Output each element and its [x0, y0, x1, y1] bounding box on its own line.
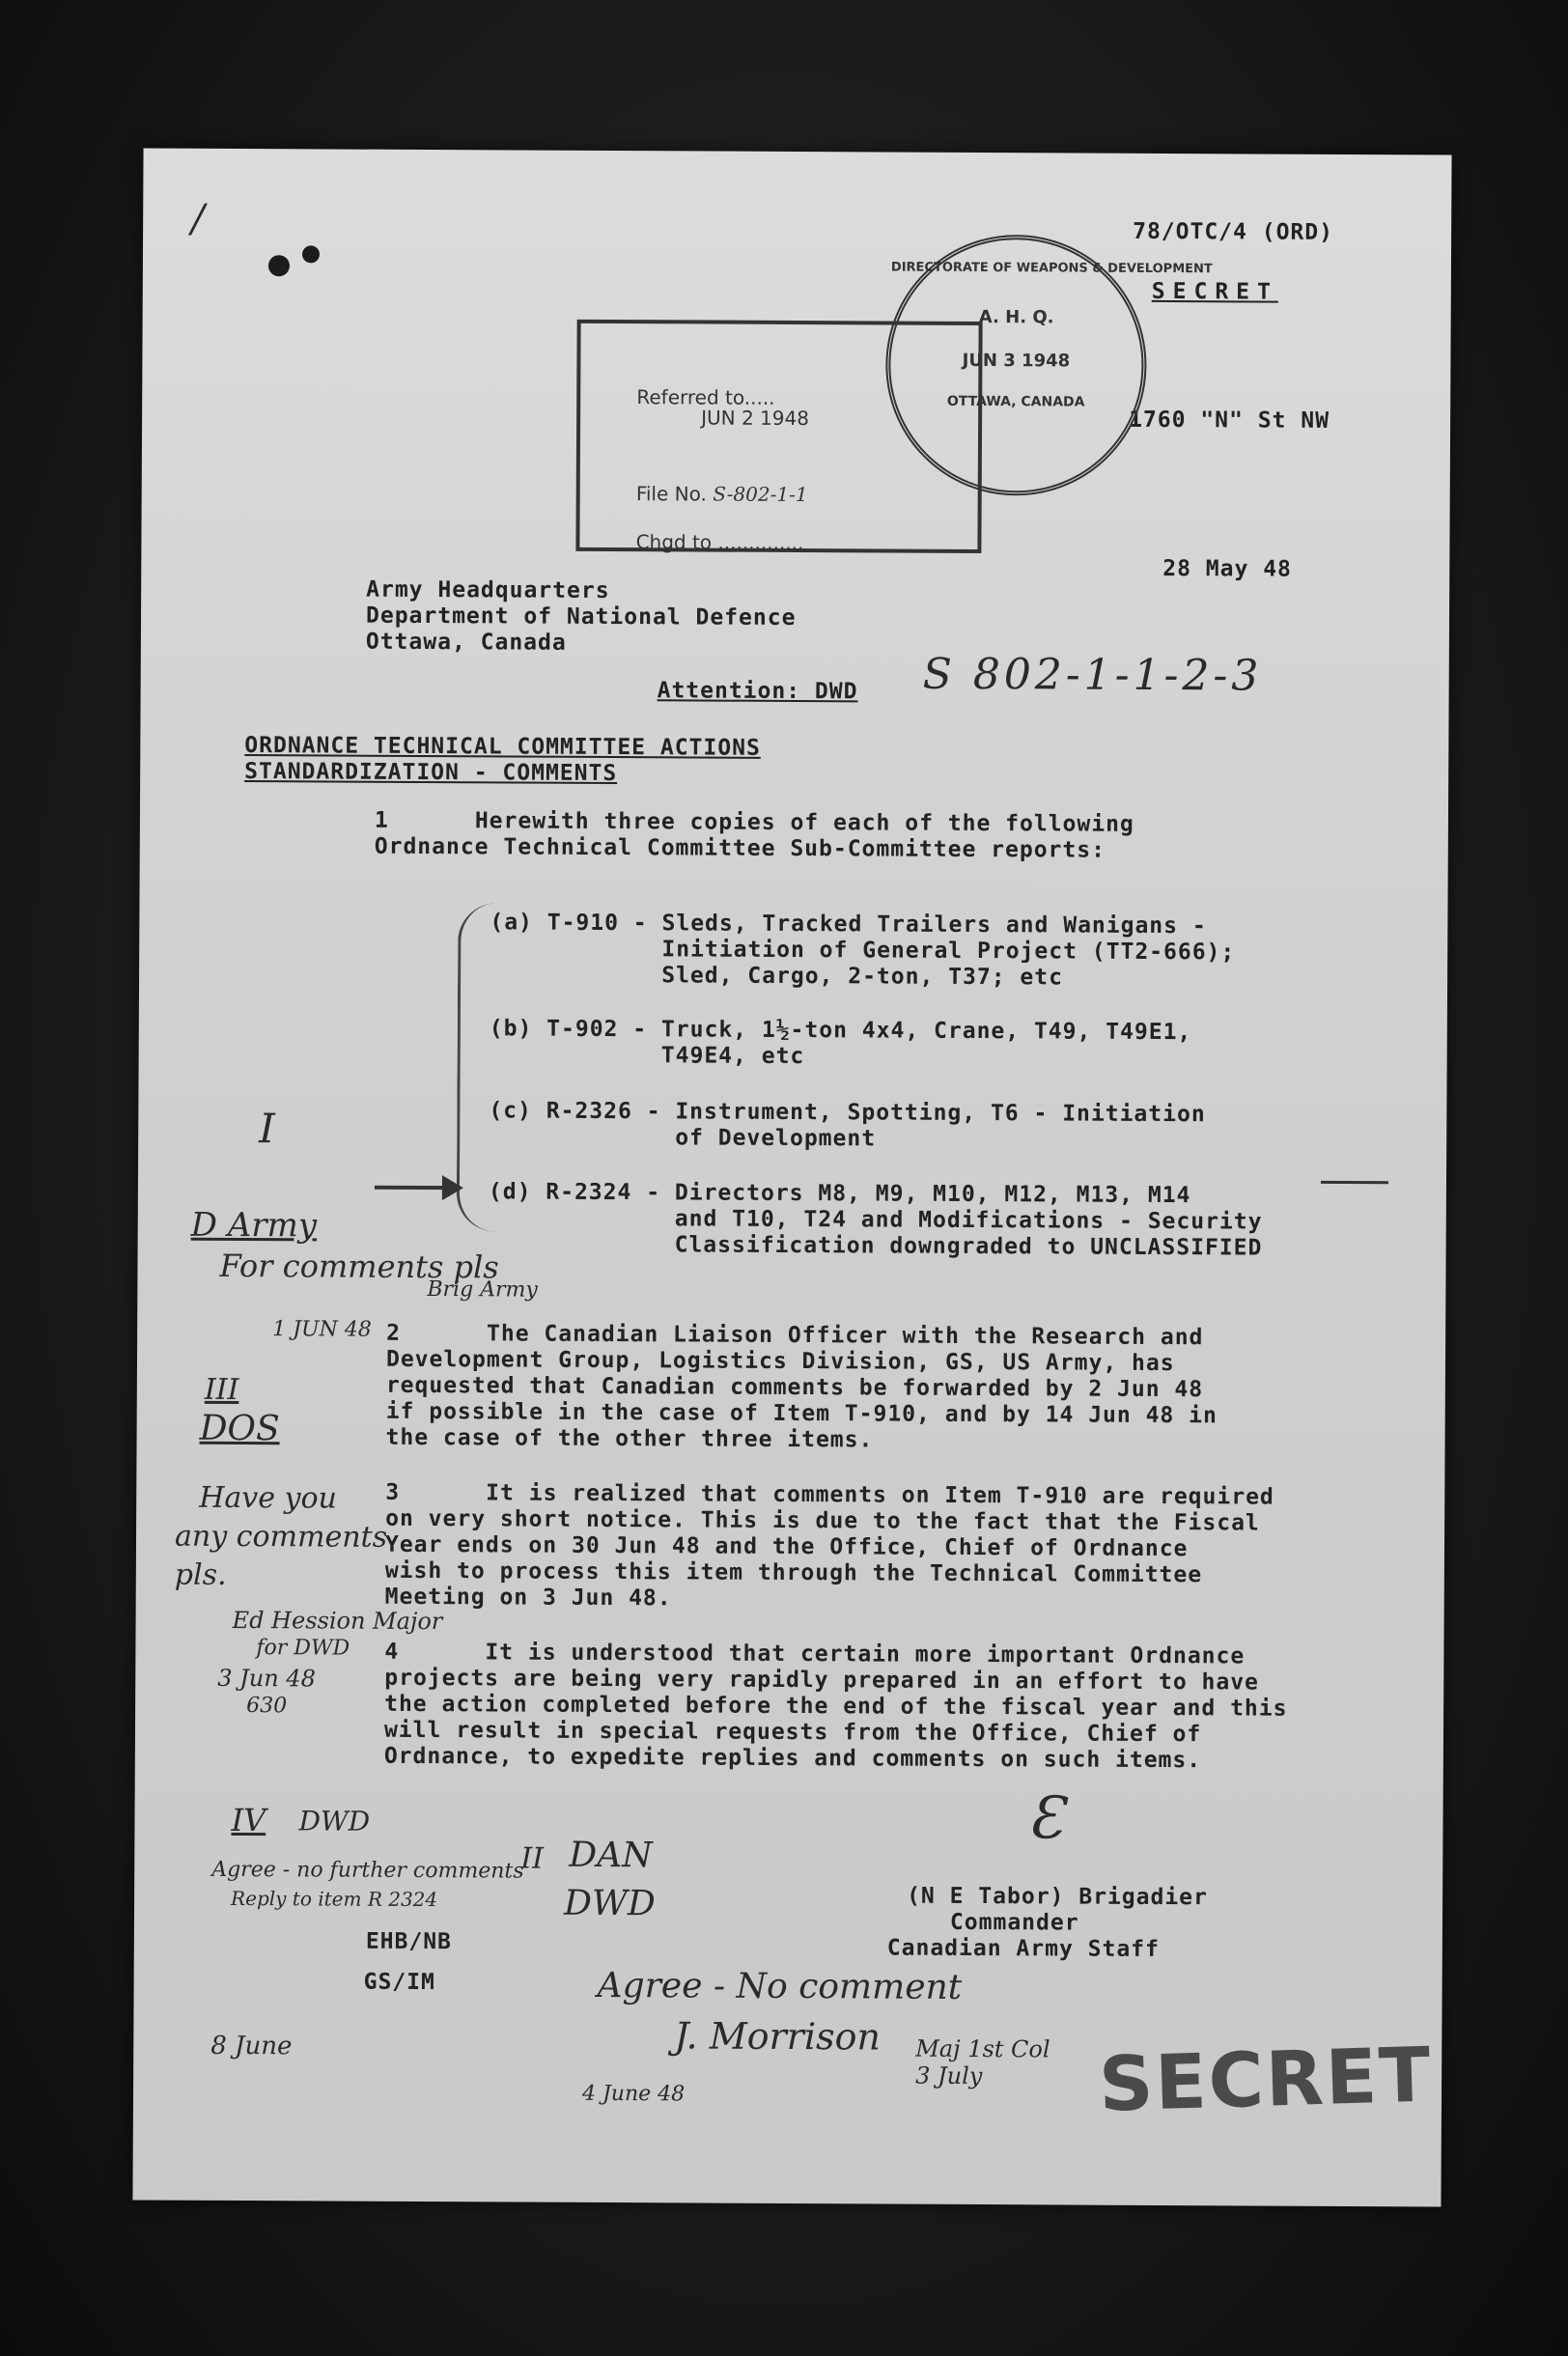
item-b-line2: T49E4, etc	[489, 1042, 805, 1070]
handwritten-dwd: DWD	[298, 1805, 371, 1837]
letter-date: 28 May 48	[1162, 556, 1292, 582]
handwritten-agree-no-comment: Agree - No comment	[597, 1965, 963, 2007]
paragraph-2-line4: if possible in the case of Item T-910, and by 14 Jun 48 in	[385, 1398, 1218, 1429]
handwritten-agree-note-2: Reply to item R 2324	[231, 1886, 438, 1912]
item-b-line1: (b) T-902 - Truck, 1½-ton 4x4, Crane, T49, T49E1,	[489, 1016, 1192, 1046]
paragraph-1-line1: 1 Herewith three copies of each of the following	[374, 807, 1134, 837]
chgd-label: Chgd to	[635, 530, 713, 554]
referred-value: ....	[750, 385, 775, 409]
paragraph-3-line3: Year ends on 30 Jun 48 and the Office, Chief of Ordnance	[384, 1531, 1189, 1562]
signature-unit: Canadian Army Staff	[886, 1935, 1160, 1963]
handwritten-date-3: 8 June	[210, 2031, 293, 2062]
paragraph-4-line3: the action completed before the end of the fiscal year and this	[384, 1691, 1288, 1722]
item-d-line2: and T10, T24 and Modifications - Security	[488, 1205, 1263, 1235]
handwritten-dos: DOS	[199, 1408, 280, 1449]
handwritten-have-you: Have you	[199, 1480, 337, 1516]
handwritten-roman-4: IV	[231, 1801, 266, 1839]
arrow-head-icon	[442, 1175, 463, 1200]
file-label: File No.	[635, 482, 707, 506]
handwritten-dwd-2: DWD	[563, 1883, 656, 1924]
handwritten-roman-1: I	[259, 1105, 275, 1153]
paragraph-2-line1: 2 The Canadian Liaison Officer with the Research and	[386, 1320, 1204, 1351]
corner-mark: /	[191, 196, 205, 241]
handwritten-signature-morrison: J. Morrison	[674, 2014, 882, 2059]
paragraph-3-line5: Meeting on 3 Jun 48.	[384, 1584, 672, 1612]
circle-stamp-ring-text: DIRECTORATE OF WEAPONS & DEVELOPMENT	[890, 260, 1213, 277]
handwritten-any-comments: any comments	[174, 1519, 388, 1555]
item-a-line1: (a) T-910 - Sleds, Tracked Trailers and Wanigans -	[490, 910, 1207, 940]
file-value: S-802-1-1	[713, 482, 808, 507]
handwritten-pls: pls.	[174, 1557, 227, 1592]
circle-stamp-place: OTTAWA, CANADA	[946, 393, 1085, 410]
handwritten-time: 630	[246, 1694, 288, 1719]
handwritten-d-army: D Army	[190, 1205, 318, 1246]
handwritten-major-note: Maj 1st Col 3 July	[915, 2034, 1050, 2090]
addressee-line1: Army Headquarters	[366, 576, 610, 604]
directorate-circle-stamp	[885, 234, 1213, 495]
handwritten-date-1: 1 JUN 48	[272, 1317, 372, 1342]
attention-line: Attention: DWD	[657, 678, 858, 705]
paragraph-4-line1: 4 It is understood that certain more important Ordnance	[384, 1639, 1246, 1669]
addressee-line3: Ottawa, Canada	[365, 629, 567, 656]
reference-number: 78/OTC/4 (ORD)	[1133, 218, 1334, 245]
signature-initials: EHB/NB	[365, 1928, 453, 1955]
handwritten-for-dwd: for DWD	[256, 1636, 350, 1661]
handwritten-arrow	[375, 1186, 452, 1190]
classification-heading: SECRET	[1151, 278, 1278, 305]
item-a-line3: Sled, Cargo, 2-ton, T37; etc	[490, 962, 1064, 991]
signature-initials-2: GS/IM	[363, 1969, 435, 1996]
received-date: JUN 2 1948	[701, 406, 810, 431]
circle-stamp-date: JUN 3 1948	[962, 350, 1071, 372]
paragraph-2-line5: the case of the other three items.	[385, 1424, 874, 1453]
circle-stamp-ahq: A. H. Q.	[978, 307, 1054, 328]
handwritten-date-4: 4 June 48	[581, 2081, 686, 2107]
address-code: 1760 "N" St NW	[1129, 407, 1330, 434]
subject-line2: STANDARDIZATION - COMMENTS	[244, 759, 618, 787]
paragraph-3-line1: 3 It is realized that comments on Item T-910 are required	[385, 1479, 1274, 1510]
handwritten-brig-army: Brig Army	[427, 1277, 538, 1303]
handwritten-roman-2: II	[520, 1841, 545, 1876]
handwritten-for-comments: For comments pls	[219, 1247, 499, 1286]
paragraph-4-line4: will result in special requests from the Office, Chief of	[383, 1717, 1202, 1748]
paragraph-2-line2: Development Group, Logistics Division, GS, US Army, has	[385, 1346, 1175, 1377]
paragraph-1-line2: Ordnance Technical Committee Sub-Committee reports:	[374, 833, 1106, 863]
item-d-line1: (d) R-2324 - Directors M8, M9, M10, M12, M13, M14	[488, 1179, 1191, 1209]
subject-line1: ORDNANCE TECHNICAL COMMITTEE ACTIONS	[244, 733, 761, 761]
handwritten-file-reference: S 802-1-1-2-3	[922, 649, 1263, 701]
chgd-value: ..............	[717, 530, 804, 555]
handwritten-ed-hession: Ed Hession Major	[232, 1606, 443, 1636]
paragraph-4-line5: Ordnance, to expedite replies and comments on such items.	[383, 1743, 1202, 1774]
punch-hole	[268, 255, 290, 276]
item-c-line2: of Development	[489, 1124, 877, 1152]
addressee-line2: Department of National Defence	[365, 603, 797, 631]
secret-stamp: SECRET	[1097, 2032, 1434, 2129]
paragraph-2-line3: requested that Canadian comments be forwarded by 2 Jun 48	[385, 1372, 1204, 1403]
handwritten-dash	[1321, 1181, 1388, 1184]
paragraph-4-line2: projects are being very rapidly prepared in an effort to have	[384, 1665, 1260, 1696]
handwritten-agree-note-1: Agree - no further comments	[211, 1857, 524, 1884]
item-c-line1: (c) R-2326 - Instrument, Spotting, T6 - Initiation	[489, 1098, 1206, 1128]
handwritten-dan: DAN	[569, 1835, 653, 1876]
handwritten-date-2: 3 Jun 48	[217, 1664, 316, 1693]
paragraph-3-line4: wish to process this item through the Technical Committee	[384, 1557, 1203, 1588]
signature-title: Commander	[949, 1909, 1079, 1936]
referred-label: Referred to.	[636, 385, 751, 409]
document-page	[132, 148, 1451, 2206]
punch-hole	[302, 245, 320, 263]
signature-name: (N E Tabor) Brigadier	[907, 1883, 1208, 1911]
paragraph-3-line2: on very short notice. This is due to the fact that the Fiscal	[385, 1505, 1260, 1536]
item-a-line2: Initiation of General Project (TT2-666);	[490, 936, 1236, 966]
handwritten-roman-3: III	[204, 1372, 239, 1408]
signature-scrawl: Ɛ	[1027, 1784, 1065, 1853]
item-d-line3: Classification downgraded to UNCLASSIFIED	[488, 1231, 1263, 1261]
